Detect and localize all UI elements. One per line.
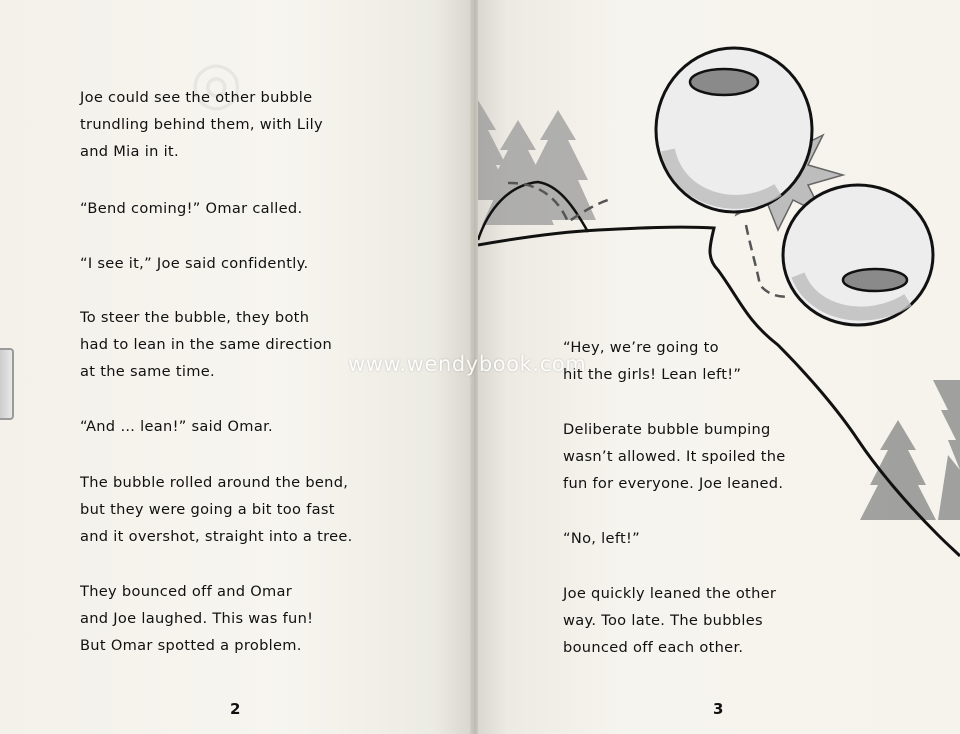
paragraph: They bounced off and Omar and Joe laughed. This was fun! But Omar spotted a problem. [80, 583, 314, 654]
page-clip-tab [0, 348, 14, 420]
paragraph: Joe quickly leaned the other way. Too late. The bubbles bounced off each other. [563, 585, 777, 656]
page-number-left: 2 [230, 700, 241, 718]
pine-tree-icon [860, 380, 960, 520]
paragraph: Deliberate bubble bumping wasn’t allowed. It spoiled the fun for everyone. Joe leaned. [563, 421, 786, 492]
watermark-text: www.wendybook.com [348, 352, 587, 376]
paragraph: To steer the bubble, they both had to lean in the same direction at the same time. [80, 309, 333, 380]
paragraph: Joe could see the other bubble trundling behind them, with Lily and Mia in it. [80, 89, 323, 160]
paragraph: “Bend coming!” Omar called. [80, 200, 303, 217]
page-number-right: 3 [713, 700, 724, 718]
bubble-illustration [783, 185, 933, 325]
paragraph: “And … lean!” said Omar. [80, 418, 273, 435]
paragraph: “Hey, we’re going to hit the girls! Lean left!” [563, 339, 742, 383]
paragraph: “No, left!” [563, 530, 641, 547]
paragraph: “I see it,” Joe said confidently. [80, 255, 309, 272]
paragraph: The bubble rolled around the bend, but they were going a bit too fast and it overshot, straight into a tree. [80, 474, 353, 545]
bleed-through-emblem: ◎ [190, 48, 243, 118]
bubble-illustration [656, 48, 812, 212]
